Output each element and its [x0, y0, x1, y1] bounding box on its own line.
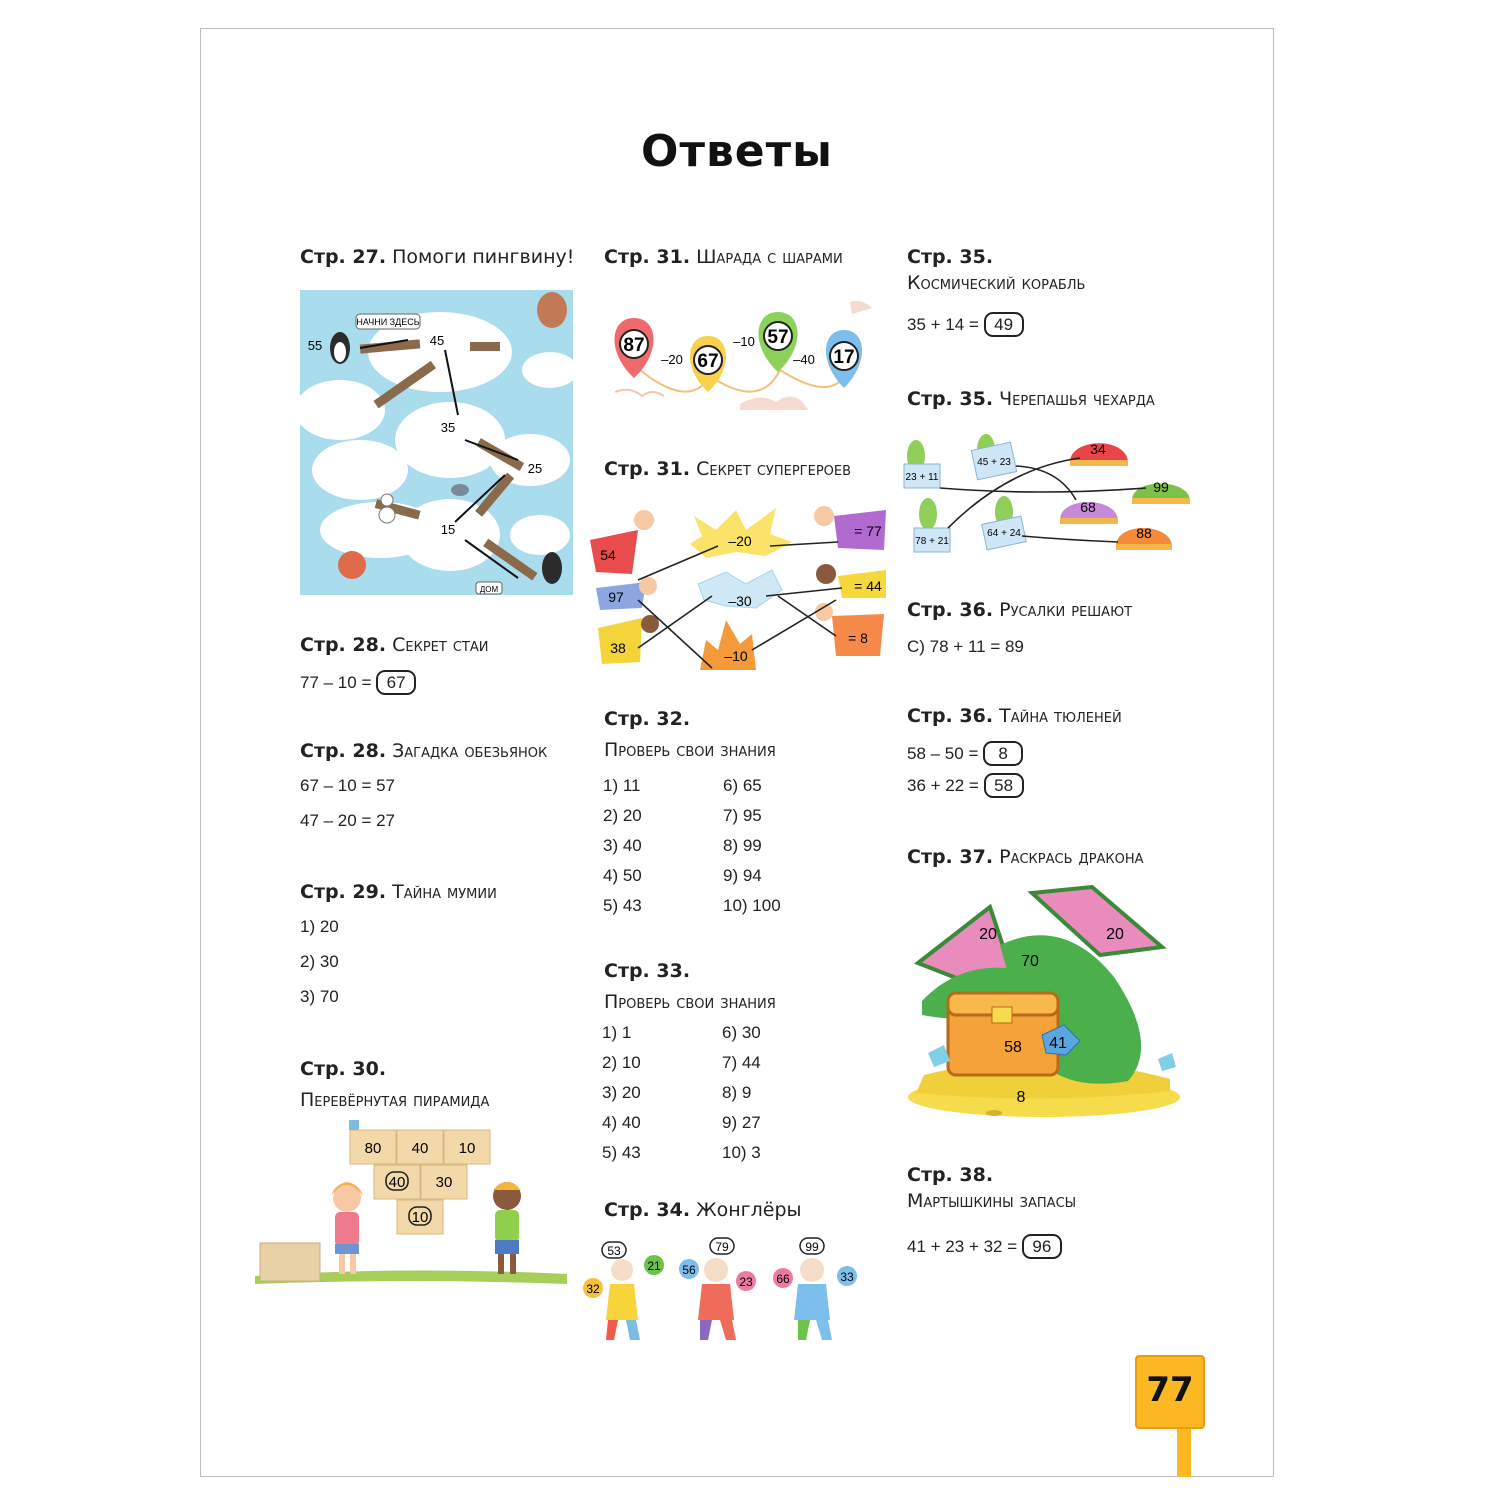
pyramid-cell: 80 — [364, 1140, 382, 1157]
turtle-card: 45 + 23 — [977, 457, 1011, 468]
heading-title: Раскрась дракона — [999, 846, 1144, 868]
ice-number: 35 — [440, 420, 456, 435]
heading-ref: Стр. 31. — [604, 246, 691, 268]
juggler-ball: 66 — [776, 1272, 790, 1286]
turtle-card: 64 + 24 — [987, 528, 1021, 539]
answer-item: 8) 9 — [722, 1083, 752, 1102]
answer-item: 5) 43 — [602, 1143, 641, 1162]
balloon-value: 17 — [833, 347, 855, 368]
heading-ref: Стр. 36. — [907, 705, 994, 727]
dragon-number: 20 — [979, 926, 997, 943]
hero-number: 97 — [608, 589, 624, 605]
answer-item: 1) 11 — [603, 776, 641, 795]
heading-title: Помоги пингвину! — [392, 246, 575, 268]
heading-title: Черепашья чехарда — [999, 388, 1155, 410]
juggler-ball: 33 — [840, 1270, 854, 1284]
juggler-ball: 21 — [647, 1259, 661, 1273]
ice-number: 25 — [527, 461, 543, 476]
answer-item: 4) 50 — [603, 866, 642, 885]
heading-s29 — [300, 879, 497, 905]
heading-ref: Стр. 28. — [300, 634, 387, 656]
pyramid-illustration — [255, 1118, 567, 1290]
balloon-value: 87 — [623, 335, 645, 356]
balloon-operation: –20 — [661, 352, 683, 367]
answer-line: 1) 20 — [300, 917, 339, 936]
balloons-illustration — [600, 292, 880, 422]
balloon-operation: –40 — [793, 352, 815, 367]
heading-ref: Стр. 34. — [604, 1199, 691, 1221]
heading-ref: Стр. 37. — [907, 846, 994, 868]
heading-s35a — [907, 244, 993, 270]
balloon-value: 57 — [767, 327, 789, 348]
heading-s36a — [907, 597, 1132, 623]
heading-ref: Стр. 28. — [300, 740, 387, 762]
page-title: Ответы — [641, 126, 833, 177]
answer-line: 67 – 10 = 57 — [300, 776, 396, 795]
heading-s33-title — [604, 989, 776, 1015]
jugglers-illustration — [578, 1236, 862, 1344]
heading-ref: Стр. 31. — [604, 458, 691, 480]
answer-item: 3) 20 — [602, 1083, 641, 1102]
heading-title: Русалки решают — [999, 599, 1133, 621]
heading-title: Жонглёры — [696, 1199, 802, 1221]
heading-s33 — [604, 958, 690, 984]
pyramid-cell: 40 — [388, 1174, 406, 1191]
answer-box: 49 — [984, 312, 1024, 337]
turtle-value: 34 — [1090, 441, 1106, 457]
hero-number: 54 — [600, 547, 616, 563]
balloon-operation: –10 — [733, 334, 755, 349]
answer-item: 10) 3 — [722, 1143, 761, 1162]
turtle-value: 99 — [1153, 479, 1169, 495]
heading-title: Секрет супергероев — [696, 458, 852, 480]
answer-line: С) 78 + 11 = 89 — [907, 637, 1024, 656]
answer-line: 3) 70 — [300, 987, 339, 1006]
hero-result: = 77 — [854, 523, 882, 539]
heading-ref: Стр. 29. — [300, 881, 387, 903]
juggler-2 — [679, 1238, 756, 1340]
answers-left — [603, 771, 642, 921]
turtles-illustration — [898, 428, 1194, 568]
pyramid-cell: 30 — [435, 1174, 453, 1191]
juggler-1 — [583, 1242, 664, 1340]
turtle-card: 23 + 11 — [905, 472, 939, 483]
dragon-number: 70 — [1021, 953, 1039, 970]
page-number: 77 — [1135, 1355, 1205, 1429]
pyramid-cell: 40 — [411, 1140, 429, 1157]
heading-s34 — [604, 1197, 802, 1223]
answer-line — [907, 773, 1024, 798]
answer-item: 1) 1 — [602, 1023, 632, 1042]
dragon-number: 20 — [1106, 926, 1124, 943]
answer-item: 2) 10 — [602, 1053, 641, 1072]
answer-item: 10) 100 — [723, 896, 781, 915]
heading-s30-title — [300, 1087, 489, 1113]
juggler-ball: 32 — [586, 1282, 600, 1296]
heading-ref: Стр. 32. — [604, 708, 691, 730]
balloon-value: 67 — [697, 351, 719, 372]
expression: 58 – 50 = — [907, 744, 979, 763]
ice-number: 45 — [429, 333, 445, 348]
expression: 35 + 14 = — [907, 315, 979, 334]
heading-title: Тайна мумии — [392, 881, 497, 903]
heading-ref: Стр. 35. — [907, 388, 994, 410]
answer-line — [907, 1234, 1062, 1259]
answer-item: 7) 95 — [723, 806, 762, 825]
juggler-total: 79 — [715, 1240, 729, 1254]
answer-line — [907, 312, 1024, 337]
turtle-value: 68 — [1080, 499, 1096, 515]
heading-s28a — [300, 632, 489, 658]
expression: 77 – 10 = — [300, 673, 372, 692]
answer-item: 5) 43 — [603, 896, 642, 915]
label-start: НАЧНИ ЗДЕСЬ — [356, 317, 420, 327]
answers-left — [602, 1018, 641, 1168]
answers-right — [722, 1018, 761, 1168]
dragon-number: 58 — [1004, 1039, 1022, 1056]
penguin-ice-illustration — [300, 290, 573, 595]
pyramid-cell: 10 — [458, 1140, 476, 1157]
pyramid-cell: 10 — [411, 1209, 429, 1226]
answer-line — [907, 741, 1023, 766]
heading-ref: Стр. 38. — [907, 1164, 994, 1186]
heading-s35a-title — [907, 270, 1085, 296]
answer-item: 2) 20 — [603, 806, 642, 825]
superheroes-illustration — [586, 500, 892, 678]
answer-item: 9) 94 — [723, 866, 762, 885]
heading-ref: Стр. 27. — [300, 246, 387, 268]
heading-ref: Стр. 30. — [300, 1058, 387, 1080]
label-home: ДОМ — [479, 585, 499, 594]
heading-title: Загадка обезьянок — [392, 740, 548, 762]
ice-number: 15 — [440, 522, 456, 537]
turtle-card: 78 + 21 — [915, 536, 949, 547]
heading-ref: Стр. 35. — [907, 246, 994, 268]
answer-line: 2) 30 — [300, 952, 339, 971]
expression: 41 + 23 + 32 = — [907, 1237, 1018, 1256]
answers-right — [723, 771, 781, 921]
turtle-value: 88 — [1136, 525, 1152, 541]
heading-title: Проверь свои знания — [604, 991, 776, 1013]
heading-title: Мартышкины запасы — [907, 1190, 1077, 1212]
answer-line: 47 – 20 = 27 — [300, 811, 396, 830]
heading-s31b — [604, 456, 851, 482]
heading-s35b — [907, 386, 1155, 412]
answer-item: 3) 40 — [603, 836, 642, 855]
hero-number: 38 — [610, 640, 626, 656]
answer-box: 8 — [983, 741, 1023, 766]
hero-result: = 8 — [848, 630, 868, 646]
answer-item: 8) 99 — [723, 836, 762, 855]
heading-title: Космический корабль — [907, 272, 1086, 294]
heading-s30 — [300, 1056, 386, 1082]
heading-ref: Стр. 33. — [604, 960, 691, 982]
heading-title: Тайна тюленей — [999, 705, 1122, 727]
juggler-ball: 23 — [739, 1275, 753, 1289]
heading-s28b — [300, 738, 547, 764]
heading-title: Перевёрнутая пирамида — [300, 1089, 490, 1111]
juggler-3 — [773, 1238, 857, 1340]
juggler-total: 99 — [805, 1240, 819, 1254]
juggler-ball: 56 — [682, 1263, 696, 1277]
answer-box: 67 — [376, 670, 416, 695]
heading-s31a — [604, 244, 843, 270]
dragon-illustration — [904, 885, 1184, 1120]
hero-operation: –30 — [728, 593, 752, 609]
dragon-number: 8 — [1016, 1089, 1026, 1106]
hero-result: = 44 — [854, 578, 882, 594]
heading-s38 — [907, 1162, 993, 1188]
hero-operation: –10 — [724, 648, 748, 664]
heading-s36b — [907, 703, 1122, 729]
answer-item: 7) 44 — [722, 1053, 761, 1072]
answer-item: 9) 27 — [722, 1113, 761, 1132]
answer-item: 4) 40 — [602, 1113, 641, 1132]
hero-operation: –20 — [728, 533, 752, 549]
dragon-number: 41 — [1049, 1035, 1067, 1052]
heading-s32-title — [604, 737, 776, 763]
heading-ref: Стр. 36. — [907, 599, 994, 621]
heading-s27 — [300, 244, 574, 270]
heading-title: Секрет стаи — [392, 634, 489, 656]
answer-box: 96 — [1022, 1234, 1062, 1259]
heading-s32 — [604, 706, 690, 732]
heading-s38-title — [907, 1188, 1076, 1214]
answer-item: 6) 30 — [722, 1023, 761, 1042]
answer-line — [300, 670, 416, 695]
juggler-total: 53 — [607, 1244, 621, 1258]
expression: 36 + 22 = — [907, 776, 979, 795]
ice-number: 55 — [307, 338, 323, 353]
heading-title: Шарада с шарами — [696, 246, 843, 268]
answer-item: 6) 65 — [723, 776, 762, 795]
heading-s37 — [907, 844, 1144, 870]
heading-title: Проверь свои знания — [604, 739, 776, 761]
answer-box: 58 — [984, 773, 1024, 798]
